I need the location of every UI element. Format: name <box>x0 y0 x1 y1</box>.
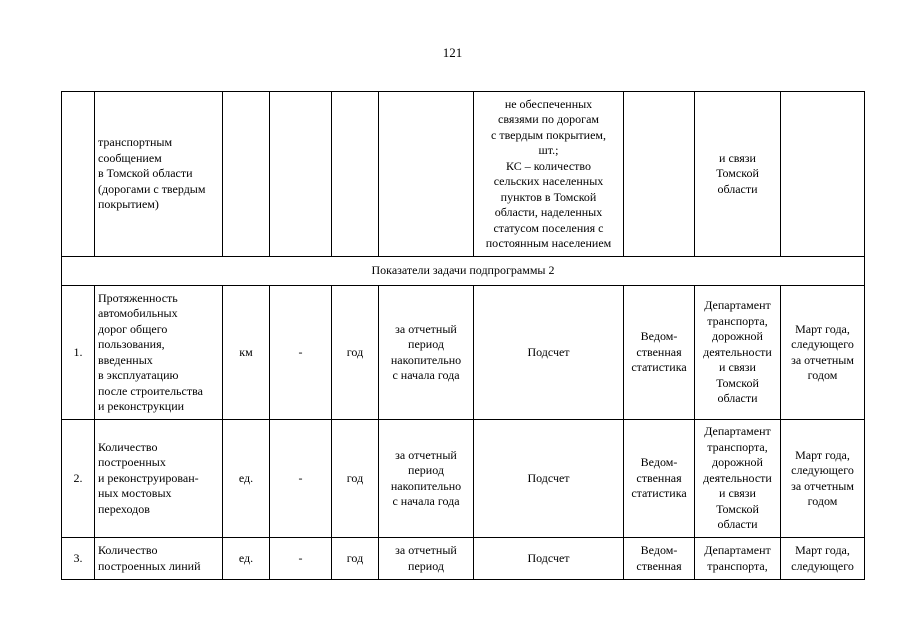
deadline: Март года, следующего <box>781 538 865 580</box>
calculation-formula: Подсчет <box>474 538 624 580</box>
time-characteristic <box>379 92 474 257</box>
indicator-name: Количество построенных линий <box>95 538 223 580</box>
threshold: - <box>270 420 332 538</box>
time-characteristic: за отчетный период <box>379 538 474 580</box>
row-number: 1. <box>62 286 95 420</box>
unit: ед. <box>223 538 270 580</box>
data-source: Ведом- ственная статистика <box>624 286 695 420</box>
periodicity: год <box>332 420 379 538</box>
unit <box>223 92 270 257</box>
deadline: Март года, следующего за отчетным годом <box>781 420 865 538</box>
time-characteristic: за отчетный период накопительно с начала года <box>379 420 474 538</box>
indicators-table <box>61 91 865 580</box>
threshold: - <box>270 538 332 580</box>
periodicity: год <box>332 286 379 420</box>
time-characteristic: за отчетный период накопительно с начала года <box>379 286 474 420</box>
table-row <box>62 538 865 580</box>
calculation-formula: не обеспеченных связями по дорогам с твердым покрытием, шт.; КС – количество сельских населенных пунктов в Томской области, наделенных статусом поселения с постоянным населением <box>474 92 624 257</box>
periodicity: год <box>332 538 379 580</box>
data-source: Ведом- ственная <box>624 538 695 580</box>
indicator-name: Протяженность автомобильных дорог общего пользования, введенных в эксплуатацию после строительства и реконструкции <box>95 286 223 420</box>
responsible-body: Департамент транспорта, дорожной деятельности и связи Томской области <box>695 420 781 538</box>
section-title: Показатели задачи подпрограммы 2 <box>62 257 865 286</box>
threshold <box>270 92 332 257</box>
indicator-name: транспортным сообщением в Томской области (дорогами с твердым покрытием) <box>95 92 223 257</box>
deadline <box>781 92 865 257</box>
calculation-formula: Подсчет <box>474 286 624 420</box>
responsible-body: и связи Томской области <box>695 92 781 257</box>
table-row <box>62 286 865 420</box>
row-number: 2. <box>62 420 95 538</box>
unit: ед. <box>223 420 270 538</box>
section-header-row <box>62 257 865 286</box>
data-source <box>624 92 695 257</box>
data-source: Ведом- ственная статистика <box>624 420 695 538</box>
row-number: 3. <box>62 538 95 580</box>
indicator-name: Количество построенных и реконструирован- ных мостовых переходов <box>95 420 223 538</box>
calculation-formula: Подсчет <box>474 420 624 538</box>
responsible-body: Департамент транспорта, дорожной деятельности и связи Томской области <box>695 286 781 420</box>
table-row <box>62 420 865 538</box>
deadline: Март года, следующего за отчетным годом <box>781 286 865 420</box>
periodicity <box>332 92 379 257</box>
threshold: - <box>270 286 332 420</box>
unit: км <box>223 286 270 420</box>
table-row-continuation <box>62 92 865 257</box>
page-number: 121 <box>442 45 463 60</box>
responsible-body: Департамент транспорта, <box>695 538 781 580</box>
row-number <box>62 92 95 257</box>
